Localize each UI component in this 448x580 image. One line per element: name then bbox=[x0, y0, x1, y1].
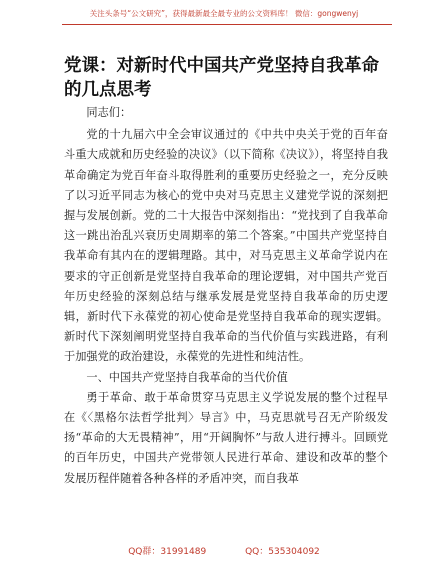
section-heading: 一、中国共产党坚持自我革命的当代价值 bbox=[86, 370, 288, 384]
footer-qq: QQ：535304092 bbox=[245, 547, 320, 557]
header-note: 关注头条号“公文研究”，获得最新最全最专业的公文资料库！ 微信：gongwenyj bbox=[89, 9, 359, 18]
greeting: 同志们： bbox=[86, 106, 132, 119]
paragraph-section-1: 勇于革命、敢于革命贯穿马克思主义学说发展的整个过程早在《〈黑格尔法哲学批判〉导言》中，马克思就号召无产阶级发扬“革命的大无畏精神”，用“开阔胸怀”与敌人进行搏斗。回顾党的百年历史，中国共产党带领人民进行革命、建设和改革的整个发展历程伴随着各种各样的矛盾冲突，而自我革 bbox=[64, 390, 388, 485]
footer-qq-group: QQ群：31991489 bbox=[128, 547, 207, 557]
header-rule bbox=[62, 24, 392, 25]
footer bbox=[0, 544, 448, 557]
document-body bbox=[64, 103, 388, 489]
document-title: 党课：对新时代中国共产党坚持自我革命的几点思考 bbox=[64, 56, 379, 100]
paragraph-intro: 党的十九届六中全会审议通过的《中共中央关于党的百年奋斗重大成就和历史经验的决议》（以下简称《决议》），将坚持自我革命确定为党百年奋斗取得胜利的重要历史经验之一，充分反映了以习近平同志为核心的党中央对马克思主义建党学说的深刻把握与发展创新。党的二十大报告中深刻指出：“党找到了自我革命这一跳出治乱兴衰历史周期率的第二个答案。”中国共产党坚持自我革命有其内在的逻辑理路。其中，对马克思主义革命学说内在要求的守正创新是党坚持自我革命的理论逻辑，对中国共产党百年历史经验的深刻总结与继承发展是党坚持自我革命的历史逻辑，新时代下永葆党的初心使命是党坚持自我革命的现实逻辑。新时代下深刻阐明党坚持自我革命的当代价值与实践进路，有利于加强党的政治建设，永葆党的先进性和纯洁性。 bbox=[64, 128, 388, 364]
